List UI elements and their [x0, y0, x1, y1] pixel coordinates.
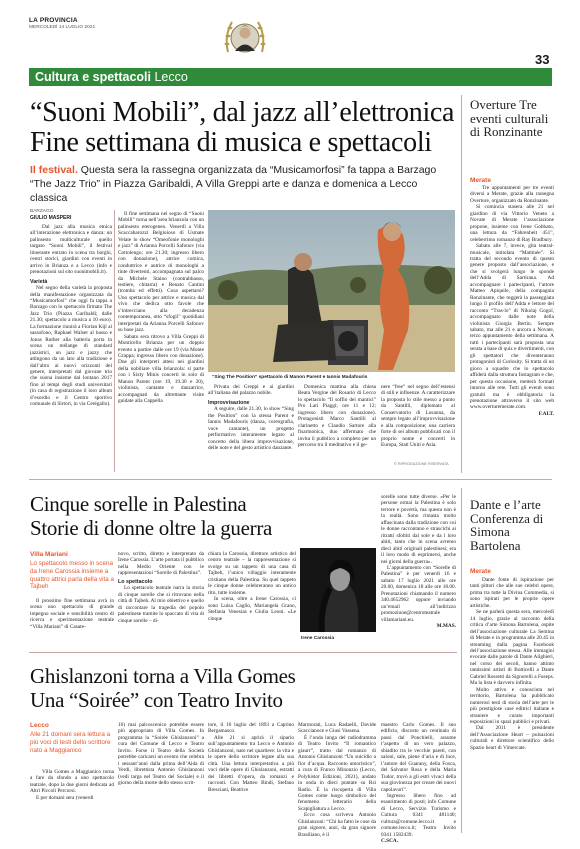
paper-name: LA PROVINCIA: [29, 17, 78, 24]
mid-col4-text: sorelle sono tutte diverse. «Per le persone ormai la Palestina è solo terrore e povertà, ma questa non è la realtà. Sono rimasta molto affascinata dalla tradizione con cui le donne raccontano e strascichi ai ritratti sfoltiti dal sole e da l loro abiti, tanto che in scena avremo dieci abiti originali palestinesi; era il loro modo di esprimersi, anche nei giorni della guerra».: [381, 494, 456, 565]
mid-col2-text: novo, scritto, diretto e interpretato da Irene Carossia. L’arte portata il pubblico nella Medio Oriente con le rappresentazioni “Sorelle di Palestina”.: [118, 551, 204, 577]
section-divider: [29, 652, 457, 653]
top-headline-2: Fine settimana di musica e spettacoli: [30, 128, 432, 158]
column-rule: [114, 210, 115, 472]
mid-col3-text: chiara la Carossia, direttore artistico del centro teatrale – la rappresentazione si svolge su un tappeto di una casa di Tajbeh, l’unico villaggio interamente cristiano della Palestina. Su quel tappeto le cinque donne celebreranno un antico rito, tutte insieme.: [208, 551, 296, 596]
issue-date: MERCOLEDÌ 14 LUGLIO 2021: [29, 25, 96, 30]
right1-text-c: Sabato alle 7, invece, gita teatral-musicale, intitolata “Mattinée”. Si tratta del secondo evento di questo genere proposto dall’associazione, e che si svolgerà lungo le sponde dell’Adda di Sartirana. Ad accompagnare i partecipanti, l’attore Matteo Apiquile, della compagnia Ronzinante, che reggerà la passeggiata lungo il profilo dell’Adda e lettore del racconto “Tras-lo” di Nikolaj Gogol, accompagnato dalle note della violinista Giorgia Bertin. Sempre sabato, ma alle 21 e ancora a Novate, terzo appuntamento della settimana. A tutti i partecipanti sarà proposta una serata a base di quiz e divertimenti, con gli spettatori che diventeranno protagonisti di Curiosity. Si tratta di un gioco a squadre che lo spettacolo affiderà dalla struttura Instagram e che, per questa occasione, metterà formati intorno alle rete. Tutti gli eventi sono gratuiti ma è obbligatoria la prenotazione attraverso il sito web www.overturemerate.com.: [470, 243, 554, 411]
top-col3-sub: Improvvisazione: [208, 399, 250, 406]
top-reserved: © RIPRODUZIONE RISERVATA: [394, 462, 449, 466]
mid-col-2: [118, 551, 204, 643]
top-deck-2: “The Jazz Trio” in Piazza Garibaldi, A Villa Greppi arte e danza e domenica a Lecco classica: [30, 178, 418, 204]
top-deck-1: Questa sera la rassegna organizzata da “Musicamorfosi” fa tappa a Barzago: [80, 164, 437, 176]
bottom-headline-2: Una “Soirée” con Teatro Invito: [30, 688, 283, 712]
top-col4-text: Domenica mattina alla chiesa Beata Vergine del Rosario di Lecco lo spettacolo “Il soffio dei mantici” Pro Lari Piaggi; ore 11 e 12; ingresso libero con donazione). Protagonisti Marco Santilli al clarinetto e Claudio Sartore alla fisarmonica, duo affermato che invita il pubblico a completo per un percorso tra il meditativo e il ge-: [298, 384, 376, 449]
top-col2-text: Il fine settimana nel segno di “Suoni Mobili” torna nell’area brianzola con un palinsesto eterogeneo. Venerdì a Villa Scaccabarozzi Belgioioso di Usmate Velate lo show “Omeofonie monologhi e jazz” di Arianna Porcelli Safonov (via Cottolengo; ore 21.30; ingresso libero con donazione), attrice comica, conduttrice e autrice di monologhi a tinte divertenti, accompagnata sul palco da Michele Staino (contrabbasso, testiere, chitarra) e Renato Cantini (tromba ed effetti). Cosa aspettarsi? Uno spettacolo per attrice e musica dal vivo che dedica otto favole che s’intrecciano alla decadenza contemporanea, otto “sfogli” quotidiani interpretati da Arianna Porcelli Safonov su base jazz.: [118, 211, 204, 334]
bottom-col1-text: Villa Gomes a Maggianico torna a fare da sfondo a uno spettacolo teatrale, dopo la due giorni dedicata ad Altri Piccoli Percorsi.: [30, 769, 114, 795]
mid-col4-text-b: L’appuntamento con “Sorelle di Palestina” è per venerdì 16 e sabato 17 luglio 2021 alle ore 20.00, domenica 18 alle ore 18.00. Prenotazioni chiamando il numero 340.4652962 oppure inviando un’email all’indirizzo promozione@centroteatrale villamariani.eu.: [381, 564, 456, 623]
bottom-col-3: [208, 722, 294, 842]
bottom-col4-text-c: Ecco cosa scriveva Antonio Ghislanzoni: “Chi ha fatto le cose da gran signore, anzi, da gran signore Brasiliano, è il: [298, 812, 376, 838]
top-col3-text-b: A seguire, dalle 21.30, lo show “Sing the Position” con la stessa Parent e Iannis Madafouris (danza, coreografia, voce cantante), un progetto performativo interamente legato al concetto della libera improvvisazione, delle note e del gesto artistico danzante.: [208, 406, 294, 452]
mid-col3-text-b: In scena, oltre a Irene Carossia, ci sono Luisa Caglio, Mariangela Grano, Stefania Venesias e Giulia Leoni. «Le cinque: [208, 596, 296, 622]
top-col-5: [381, 384, 455, 460]
right2-text-a: Dante fonte di ispirazione per tanti pittori che alle sue celebri opere, prima tra tutte la Divina Commedia, si sono ispirati per le proprie opere artistiche.: [470, 577, 554, 609]
mid-photo-caption: Irene Carossia: [301, 636, 335, 641]
top-headline-1: “Suoni Mobili”, dal jazz all’elettronica: [30, 98, 455, 128]
crest-icon: [222, 8, 268, 68]
bottom-place: Lecco: [30, 722, 49, 729]
bottom-col3-text: tore, il 16 luglio del 1893 a Caprino Bergamasco.: [208, 722, 294, 735]
top-col2-text-b: Sabato sera ritrovo a Villa Greppi di Monticello Brianza per un doppio evento a partire dalle ore 19 (via Monte Grappa; ingresso libero con donazione). Due gli interpreti attesi nei giardini della nobiliare villa brianzola: si parte con i Sixty Minis concerti in solo di Manon Parent (ore 19, 19.30 e 20), violinista, cantante e danzatrice, accompagnati da altrettante visite guidate alla Cappella: [118, 333, 204, 405]
top-col3-text: Privata dei Greppi e ai giardini all’italiana del palazzo nobile.: [208, 384, 294, 397]
right2-text: [470, 577, 554, 839]
mid-headline-2: Storie di donne oltre la guerra: [30, 516, 273, 540]
right1-text-b: Si comincia stasera alle 21 nel giardino di via Vittorio Veneto a Novate di Merate l’associazione propone, insieme con Irene Gobbato, una lettura da “Fahrenheit 451”, celeberrimo romanzo di Ray Bradbury.: [470, 204, 554, 243]
mid-col2-text-b: Lo spettacolo teatrale narra la storia di cinque sorelle che si ritrovano nella città di Tajbeh. Al mio obiettivo e quello di raccontare la tragedia del popolo palestinese tramite lo spaccato di vita di cinque sorelle – di-: [118, 585, 204, 624]
right1-text-a: Tre appuntamenti per tre eventi diversi a Merate, grazie alla rassegna Overture, organizzato da Ronzinante.: [470, 185, 554, 204]
top-deck: [30, 163, 455, 205]
page-number: 33: [535, 52, 550, 67]
top-col-2: [118, 211, 204, 468]
top-col1-sub: Varietà: [30, 278, 48, 285]
top-col1-text-b: Nel segno della varietà la proposta della manifestazione organizzata da “Musicamorfosi” che oggi fa tappa a Barzago con lo spettacolo firmato The Jazz Trio (Piazza Garibaldi; dalle 21.30; spettacolo a musica a 10 euro). La formazione riunirà a Fiorian Kijl al sassofono, Raphael Walser al basso e Jonas Ruther alla batteria porta in scena un mélange di standard jazzistici, un jazz e jazzy che attingono da un lato alla tradizione e dall’altro ai nuovi orizzonti del genere, interpretati dal giovane trio che suona insieme dal lontano 2017 fino al tempi degli studi universitari (in casa di registrazione il loro album d’esordio e il Centro sportivo comunale di Sirtori, in via Cerégallo).: [30, 285, 112, 408]
section-title: [35, 70, 188, 84]
bottom-deck: Alle 21 domani sera lettura a più voci di testi dello scrittore nato a Maggianico: [30, 731, 111, 754]
bottom-col1-text-b: E per domani sera (venerdì: [36, 794, 94, 801]
mid-col-1: [30, 598, 114, 642]
byline: GIULIO MASPERI: [30, 215, 72, 221]
top-photo-caption: “Sing The Position” spettacolo di Manon Parent e Iannis Madafouris: [212, 375, 368, 380]
bottom-sig: C.SCA.: [381, 838, 399, 842]
right1-place: Merate: [470, 177, 491, 184]
bottom-col3-text-b: Alle 21 si aprirà il sipario sull’appuntamento tra Lecco e Antonio Ghislanzoni, nato nel quartiere: la vita e le opere dello scrittore legate alla sua città. Una lettura interpretativa a più voci delle opere di Ghislanzoni, estratti dei libretti d’opera, da romanzi e racconti. Con Matteo Bindi, Stefano Bresciani, Beatrice: [208, 734, 294, 793]
top-col1-text: Dal jazz alla musica etnica all’interazione elettronica e danza: un palinsesto multiculturale quello targato “Suoni Mobili”, il festival itinerante entrato in scena tra borghi, centri storici, giardini con eventi in arrivo in Brianza e a Lecco (info e prenotazioni sul sito suonimobili.it).: [30, 224, 112, 276]
section-city: Lecco: [154, 70, 188, 84]
bottom-col-4: [298, 722, 376, 842]
bottom-col5-text-b: Ingresso libero fino ad esaurimento di posti; info Comune di Lecco, Servizio Turismo e Cultura 0341 481140; cultura@comune.lecco.it e comune.lecco.it; Teatro Invito 0341 1582439.: [381, 792, 456, 838]
mid-photo: [300, 548, 376, 632]
right2-headline: Dante e l’arte Conferenza di Simona Bartolena: [470, 497, 544, 553]
right2-text-b: Se ne parlerà questa sera, mercoledì 14 luglio, grazie al racconto della critica d’arte Simona Bartolena, ospite dell’associazione culturale La Semina di Merate e in programma alle 20.45 in streaming dalla pagina Facebook dell’associazione stessa. Alle immagini evocate dalle parole di Dante Alighieri, nel corso dei secoli, hanno attinto tantissimi artisti di Botticelli a Dante Gabriel Rossetti da Signorelli a Fuseps. Ma la lista è davvero infinita.: [470, 609, 554, 687]
section-name: Cultura e spettacoli: [35, 70, 151, 84]
section-divider: [29, 479, 552, 480]
mid-place: Villa Mariani: [30, 551, 68, 558]
right2-text-c: Molto attivo e conosciuta nel territorio, Bartolena ha pubblicato numerosi testi di storia dell’arte per le più prestigiose case editrici italiane e straniere e curato importanti esposizioni in spazi pubblici e privati.: [470, 686, 554, 725]
bottom-col-2: [118, 722, 204, 842]
mid-col-4: [381, 494, 456, 646]
top-photo: [208, 210, 455, 372]
bottom-col4-text-b: È l’onda lunga del radiodramma di Teatro Invito “Il romantico giaurr”, tratto dal romanzo di Antonio Ghislanzoni “Un suicidio a fior d’acqua. Racconto umoristico”, a cura di Franco Minonzio (Lecco, Polyhistor Edizioni, 2021), andato in onda in dieci puntate su Rsi Radio. È la riscoperta di Villa Gomes come luogo simbolico del fenomeno letterario della Scapigliatura a Lecco.: [298, 734, 376, 812]
column-rule: [461, 488, 462, 833]
bottom-col-5: [381, 722, 456, 842]
byline-place: BARZAGO: [30, 209, 54, 214]
right2-place: Merate: [470, 568, 491, 575]
right1-text: [470, 185, 554, 471]
bottom-col5-text: maestro Carlo Gomes. Il suo edificio, discosto un centinaio di passi dal Ponchielli, assume l’aspetto di un vero palazzo, sbiadito tra le vecchie pareti, con saloni, sale, piene d’aria e di luce, l’autore del Guarany, della Fosca, del Salvator Rosa e della Maria Tudor, trovò a gli estri vivaci della sua giovinezza per creare dei nuovi capolavori”.: [381, 722, 456, 793]
mid-col1-text: Il prossimo fine settimana avrà in scena uno spettacolo di grande impegno sociale e sensibilità centro di ricerca e sperimentazione teatrale “Villa Mariani” di Casate-: [30, 598, 114, 630]
mid-col2-sub: Lo spettacolo: [118, 578, 153, 585]
bottom-headline-1: Ghislanzoni torna a Villa Gomes: [30, 664, 296, 688]
right1-sig: F.ALT.: [538, 410, 554, 417]
right1-headline: Overture Tre eventi culturali di Ronzinante: [470, 97, 549, 140]
bottom-col4-text: Marmorati, Luca Radaelli, Davide Scaccianoce e Giusi Vassena.: [298, 722, 376, 735]
mid-sig: M.MAS.: [436, 623, 456, 630]
bottom-col-1: [30, 769, 114, 841]
top-col-3: [208, 384, 294, 468]
top-col5-text: nere “free” nel segno dell’estensi di stili e influenze. A caratterizzare la proposta lo stile messo a punto da Santilli, diplomato al Conservatorio di Losanna, da sempre legato all’improvvisazione e alla composizione; una carriera forte di sei album pubblicati con il proprio nome e concerti in Europa, Stati Uniti e Asia.: [381, 384, 455, 449]
right2-text-d: Dal 2011 è presidente dell’Associazione Heart – pulsazioni culturali e direttore scientifico dello Spazio heart di Vimercate.: [470, 725, 554, 751]
column-rule: [461, 95, 462, 473]
mid-headline-1: Cinque sorelle in Palestina: [30, 492, 247, 516]
top-kicker: Il festival.: [30, 164, 78, 176]
bottom-col2-text: 16) mai palcoscenico potrebbe essere più appropriato di Villa Gomes. In programma la “Soirée Ghislanzoni” a cura del Comune di Lecco e Teatro Invito. Forse il Teatro della Società potrebbe caricarsi un evento che celebra i sessant’anni dalla prima dell’Aida di Verdi, librettista Antonio Ghislanzoni (vedi targa nel Teatro del Sociale) e il giorno della morte dello stesso scrit-: [118, 722, 204, 787]
mid-deck: Lo spettacolo messo in scena da Irene Carossia insieme a quattro attrici parla della vita a Tajbeh: [30, 560, 115, 591]
top-col-1: [30, 224, 112, 468]
top-col-4: [298, 384, 376, 468]
mid-col-3: [208, 551, 296, 643]
